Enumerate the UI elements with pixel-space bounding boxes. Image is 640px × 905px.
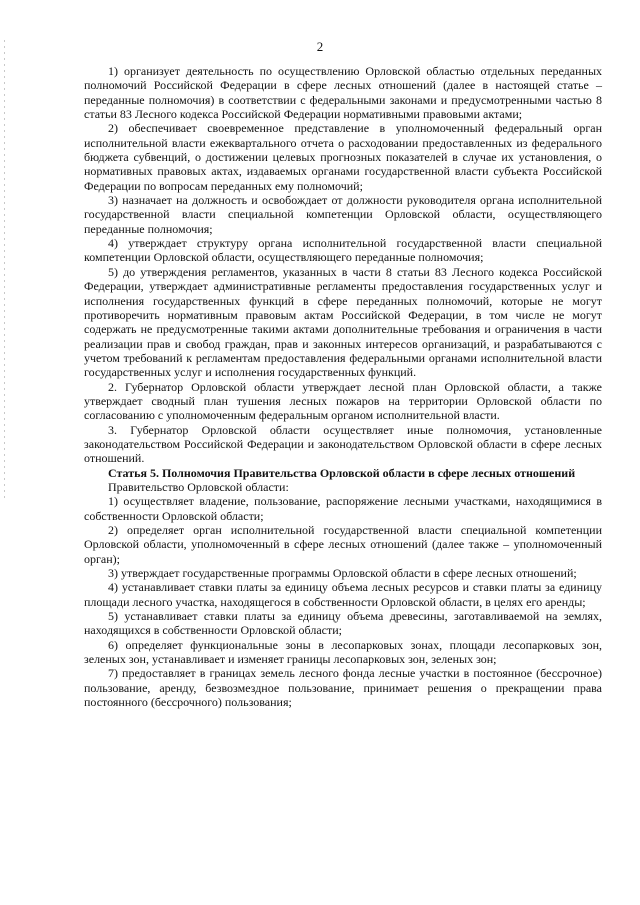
article-item-3: 3) утверждает государственные программы Орловской области в сфере лесных отношений; — [108, 566, 577, 581]
scan-edge-mark — [4, 40, 5, 500]
article-5-heading: Статья 5. Полномочия Правительства Орловской области в сфере лесных отношений — [108, 465, 576, 480]
article-item-6: 6) определяет функциональные зоны в лесопарковых зонах, площади лесопарковых зон, зеленых зон, устанавливает и изменяет границы лесопарковых зон, зеленых зон; — [84, 637, 602, 667]
article-intro: Правительство Орловской области: — [108, 479, 289, 494]
article-item-2: 2) определяет орган исполнительной государственной власти специальной компетенции Орловской области, уполномоченный в сфере лесных отношений (далее также – уполномоченный орган); — [84, 523, 602, 566]
article-item-7: 7) предоставляет в границах земель лесного фонда лесные участки в постоянное (бессрочное) пользование, аренду, безвозмездное пользование, принимает решения о прекращении права постоянного (бессрочного) пользования; — [84, 666, 602, 710]
paragraph-part-3: 3. Губернатор Орловской области осуществляет иные полномочия, установленные законодательством Российской Федерации и законодательством Орловской области в сфере лесных отношений. — [84, 422, 602, 466]
article-item-1: 1) осуществляет владение, пользование, распоряжение лесными участками, находящимися в собственности Орловской области; — [84, 494, 602, 523]
paragraph-part-2: 2. Губернатор Орловской области утверждает лесной план Орловской области, а также утверждает сводный план тушения лесных пожаров на территории Орловской области по согласованию с уполномоченным федеральным органом исполнительной власти. — [84, 379, 602, 423]
paragraph-item-4: 4) утверждает структуру органа исполнительной государственной власти специальной компетенции Орловской области, осуществляющего переданные полномочия; — [84, 236, 602, 265]
paragraph-item-1: 1) организует деятельность по осуществлению Орловской областью отдельных переданных полномочий Российской Федерации в сфере лесных отношений (далее в настоящей статье – переданные полномочия) в соответствии с федеральными законами и предусмотренными частью 8 статьи 83 Лесного кодекса Российской Федерации нормативными правовыми актами; — [84, 64, 602, 122]
article-item-4: 4) устанавливает ставки платы за единицу объема лесных ресурсов и ставки платы за единицу площади лесного участка, находящегося в собственности Орловской области, в целях его аренды; — [84, 580, 602, 609]
paragraph-item-5: 5) до утверждения регламентов, указанных в части 8 статьи 83 Лесного кодекса Российской Федерации, утверждает административные регламенты предоставления государственных услуг и исполнения государственных функций в сфере переданных полномочий, которые не могут противоречить нормативным правовым актам Российской Федерации, в том числе не могут содержать не предусмотренные такими актами дополнительные требования и ограничения в части реализации прав и свобод граждан, прав и законных интересов организаций, и разрабатываются с учетом требований к регламентам предоставления федеральными органами исполнительной власти государственных услуг и исполнения государственных функций. — [84, 264, 602, 380]
paragraph-item-2: 2) обеспечивает своевременное представление в уполномоченный федеральный орган исполнительной власти ежеквартального отчета о расходовании предоставленных из федерального бюджета субвенций, о достижении целевых прогнозных показателей в случае их установления, о нормативных правовых актах, издаваемых органами государственной власти субъекта Российской Федерации по вопросам переданных ему полномочий; — [84, 121, 602, 193]
document-body — [84, 64, 602, 709]
article-item-5: 5) устанавливает ставки платы за единицу объема древесины, заготавливаемой на землях, находящихся в собственности Орловской области; — [84, 609, 602, 638]
page-number: 2 — [316, 39, 324, 54]
paragraph-item-3: 3) назначает на должность и освобождает от должности руководителя органа исполнительной государственной власти специальной компетенции Орловской области, осуществляющего переданные полномочия; — [84, 193, 602, 236]
